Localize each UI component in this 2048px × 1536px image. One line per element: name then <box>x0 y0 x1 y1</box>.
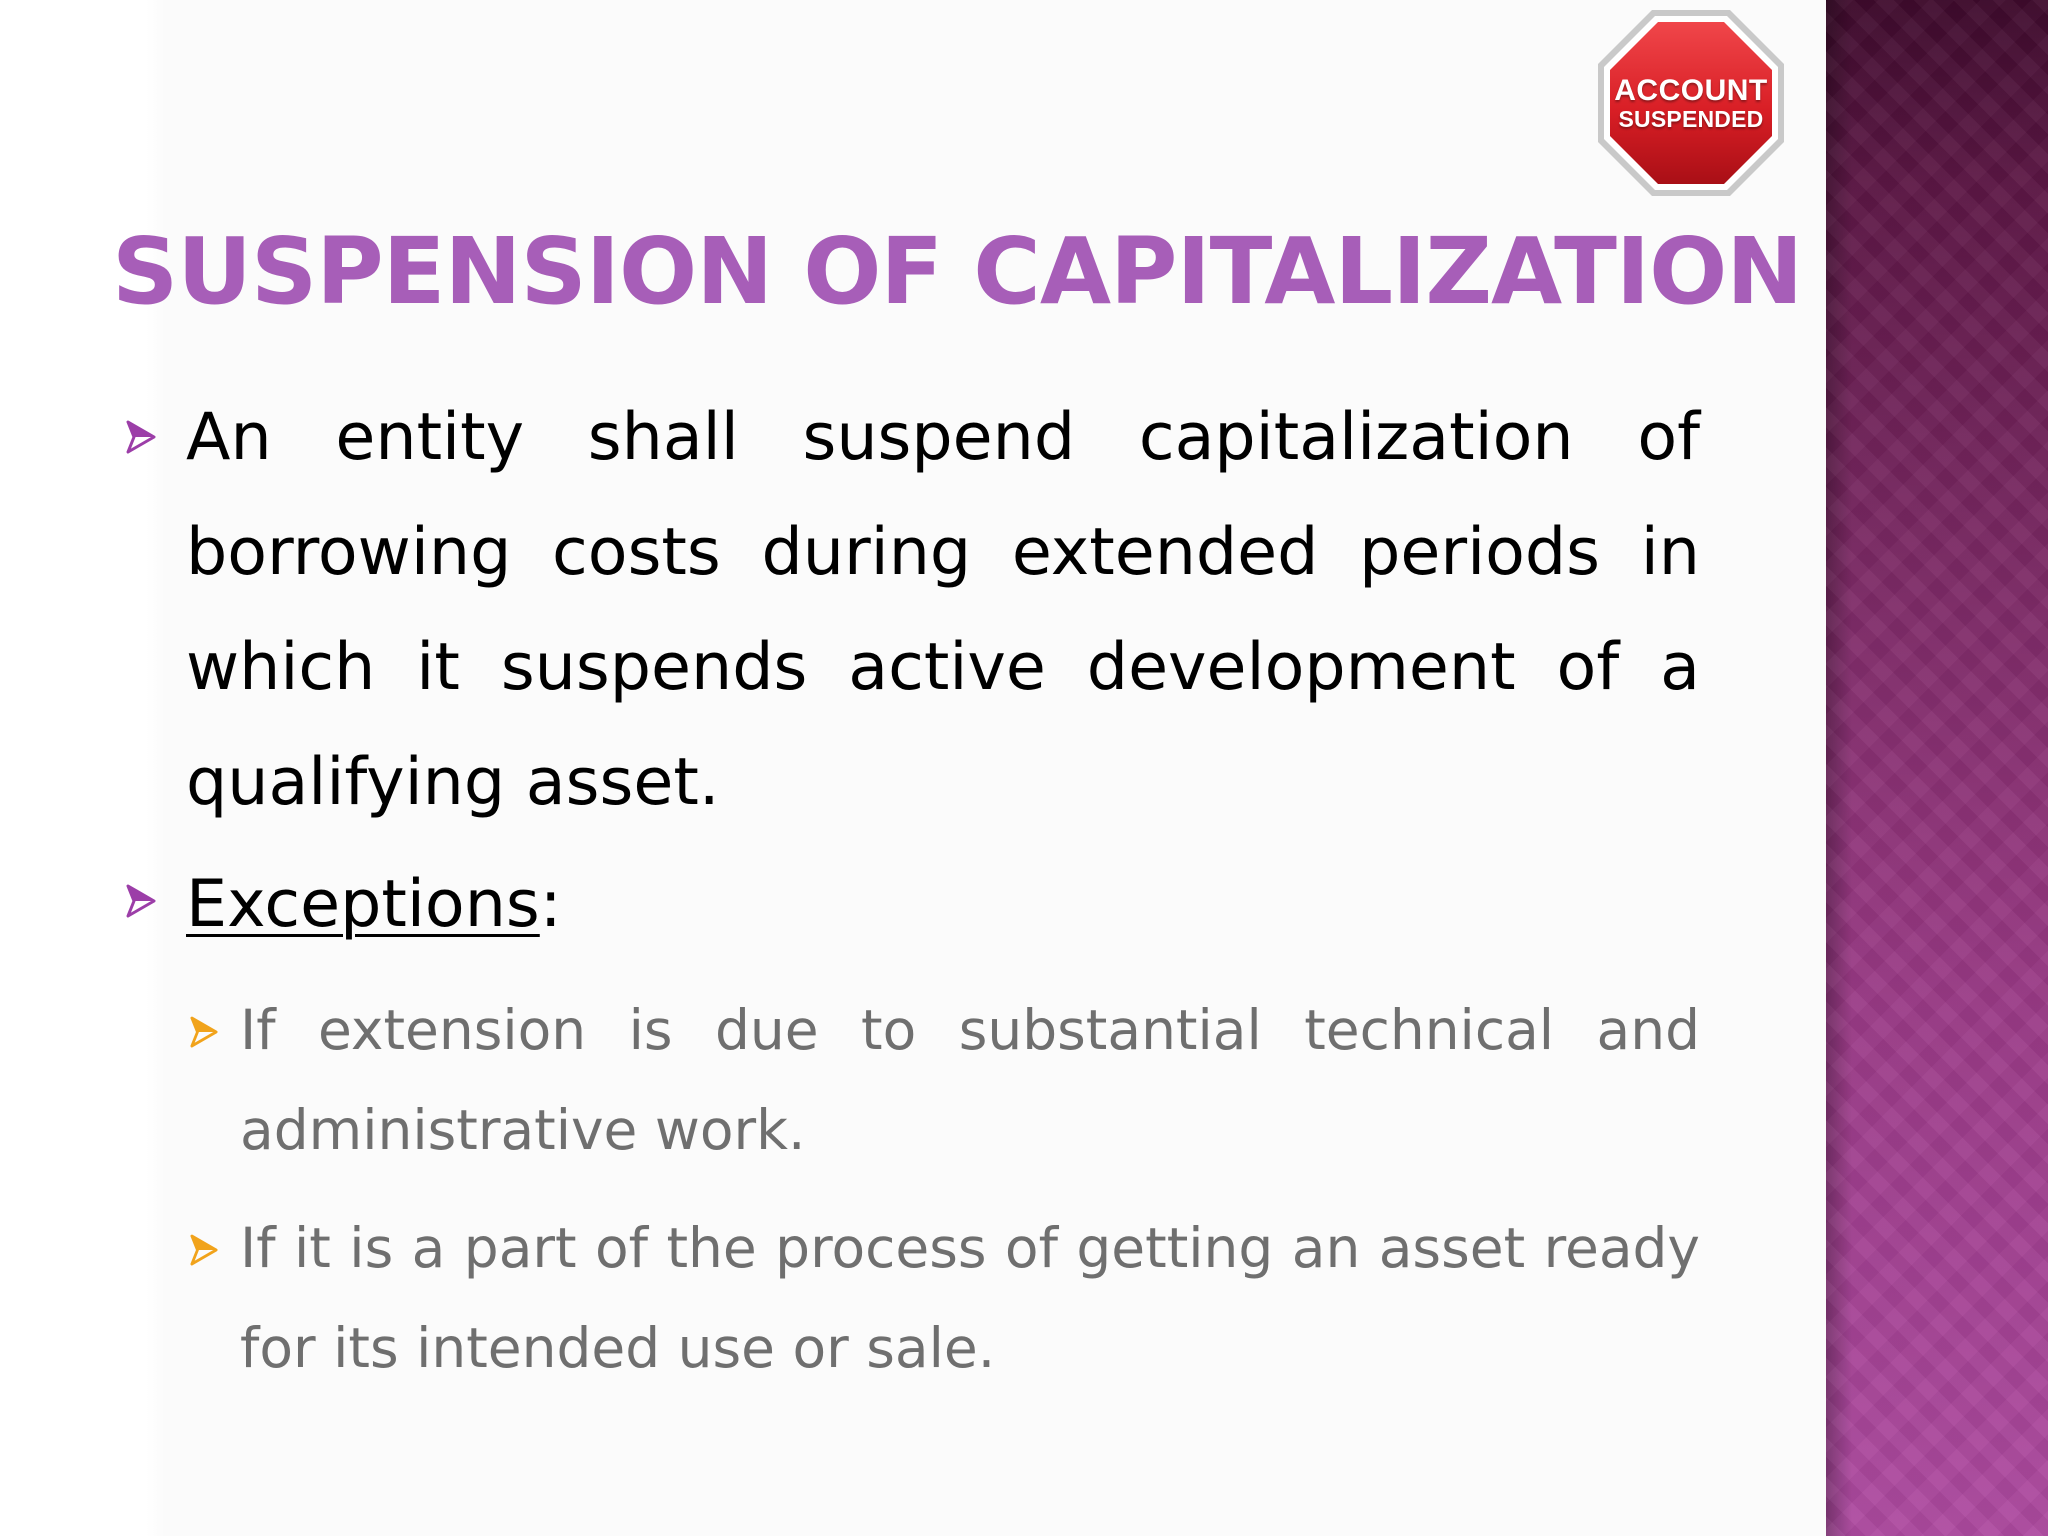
exceptions-label: Exceptions <box>186 867 540 942</box>
arrow-bullet-icon <box>126 884 156 918</box>
bullet-text: An entity shall suspend capitalization of borrowing costs during extended periods in which it suspends active development of a qualifying asset. <box>186 400 1700 820</box>
sub-bullet-item <box>120 980 1700 1180</box>
arrow-bullet-icon <box>126 420 156 454</box>
badge-line-1: ACCOUNT <box>1614 74 1768 108</box>
bullet-item-exceptions <box>120 840 1700 970</box>
account-suspended-badge <box>1594 6 1788 200</box>
decorative-side-band <box>1826 0 2048 1536</box>
exceptions-heading <box>186 840 1700 970</box>
badge-line-2: SUSPENDED <box>1618 105 1764 132</box>
badge-text <box>1594 6 1788 200</box>
slide-title: SUSPENSION OF CAPITALIZATION <box>112 218 1803 325</box>
slide-content <box>120 380 1700 1398</box>
bullet-item <box>120 380 1700 840</box>
arrow-bullet-icon <box>190 1016 218 1048</box>
sub-bullet-text: If it is a part of the process of getting an asset ready for its intended use or sale. <box>240 1216 1700 1380</box>
exceptions-colon: : <box>539 867 562 942</box>
sub-bullet-item <box>120 1198 1700 1398</box>
sub-bullet-text: If extension is due to substantial technical and administrative work. <box>240 998 1700 1162</box>
arrow-bullet-icon <box>190 1234 218 1266</box>
